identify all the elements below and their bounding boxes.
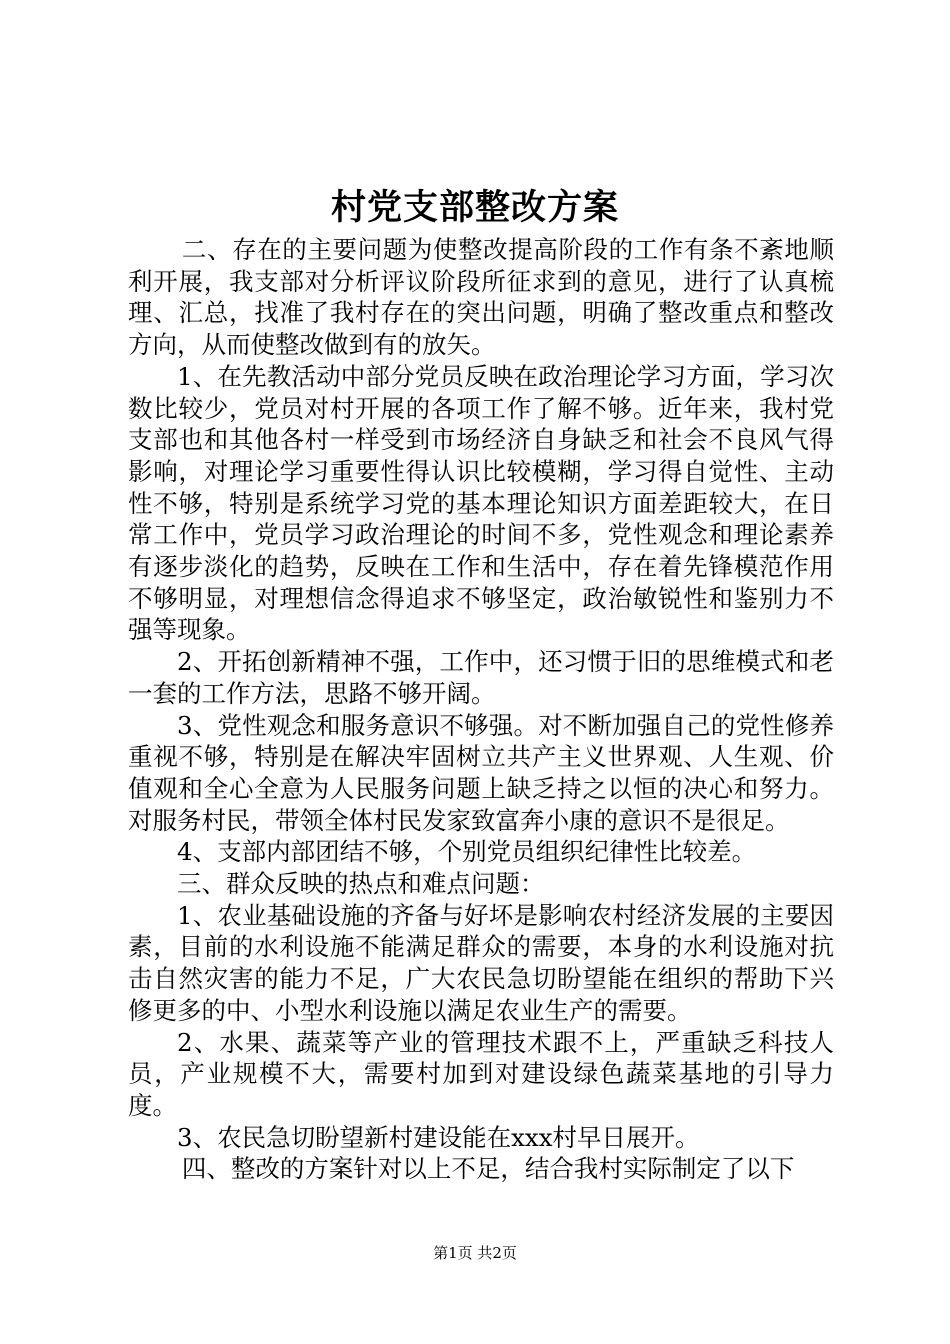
page-footer: 第1页 共2页 — [433, 1244, 517, 1262]
paragraph-issue-1: 1、农业基础设施的齐备与好坏是影响农村经济发展的主要因素，目前的水利设施不能满足群众的需要，本身的水利设施对抗击自然灾害的能力不足，广大农民急切盼望能在组织的帮助下兴修更多的中、小型水利设施以满足农业生产的需要。 — [128, 900, 834, 1025]
document-body — [128, 234, 834, 1185]
paragraph-item-2: 2、开拓创新精神不强，工作中，还习惯于旧的思维模式和老一套的工作方法，思路不够开阔。 — [128, 647, 834, 708]
paragraph-issue-2: 2、水果、蔬菜等产业的管理技术跟不上，严重缺乏科技人员，产业规模不大，需要村加到对建设绿色蔬菜基地的引导力度。 — [128, 1027, 834, 1120]
paragraph-item-4: 4、支部内部团结不够，个别党员组织纪律性比较差。 — [177, 837, 757, 867]
document-title: 村党支部整改方案 — [330, 187, 619, 228]
paragraph-item-3: 3、党性观念和服务意识不够强。对不断加强自己的党性修养重视不够，特别是在解决牢固树立共产主义世界观、人生观、价值观和全心全意为人民服务问题上缺乏持之以恒的决心和努力。对服务村民，带领全体村民发家致富奔小康的意识不是很足。 — [128, 710, 834, 835]
paragraph-section-4-intro: 四、整改的方案针对以上不足，结合我村实际制定了以下 — [181, 1154, 795, 1184]
paragraph-section-2-intro: 二、存在的主要问题为使整改提高阶段的工作有条不紊地顺利开展，我支部对分析评议阶段所征求到的意见，进行了认真梳理、汇总，找准了我村存在的突出问题，明确了整改重点和整改方向，从而使整改做到有的放矢。 — [128, 235, 834, 360]
paragraph-section-3-heading: 三、群众反映的热点和难点问题： — [177, 869, 545, 899]
paragraph-issue-3: 3、农民急切盼望新村建设能在xxx村早日展开。 — [177, 1122, 700, 1152]
paragraph-item-1: 1、在先教活动中部分党员反映在政治理论学习方面，学习次数比较少，党员对村开展的各项工作了解不够。近年来，我村党支部也和其他各村一样受到市场经济自身缺乏和社会不良风气得影响，对理论学习重要性得认识比较模糊，学习得自觉性、主动性不够，特别是系统学习党的基本理论知识方面差距较大，在日常工作中，党员学习政治理论的时间不多，党性观念和理论素养有逐步淡化的趋势，反映在工作和生活中，存在着先锋模范作用不够明显，对理想信念得追求不够坚定，政治敏锐性和鉴别力不强等现象。 — [128, 361, 834, 645]
